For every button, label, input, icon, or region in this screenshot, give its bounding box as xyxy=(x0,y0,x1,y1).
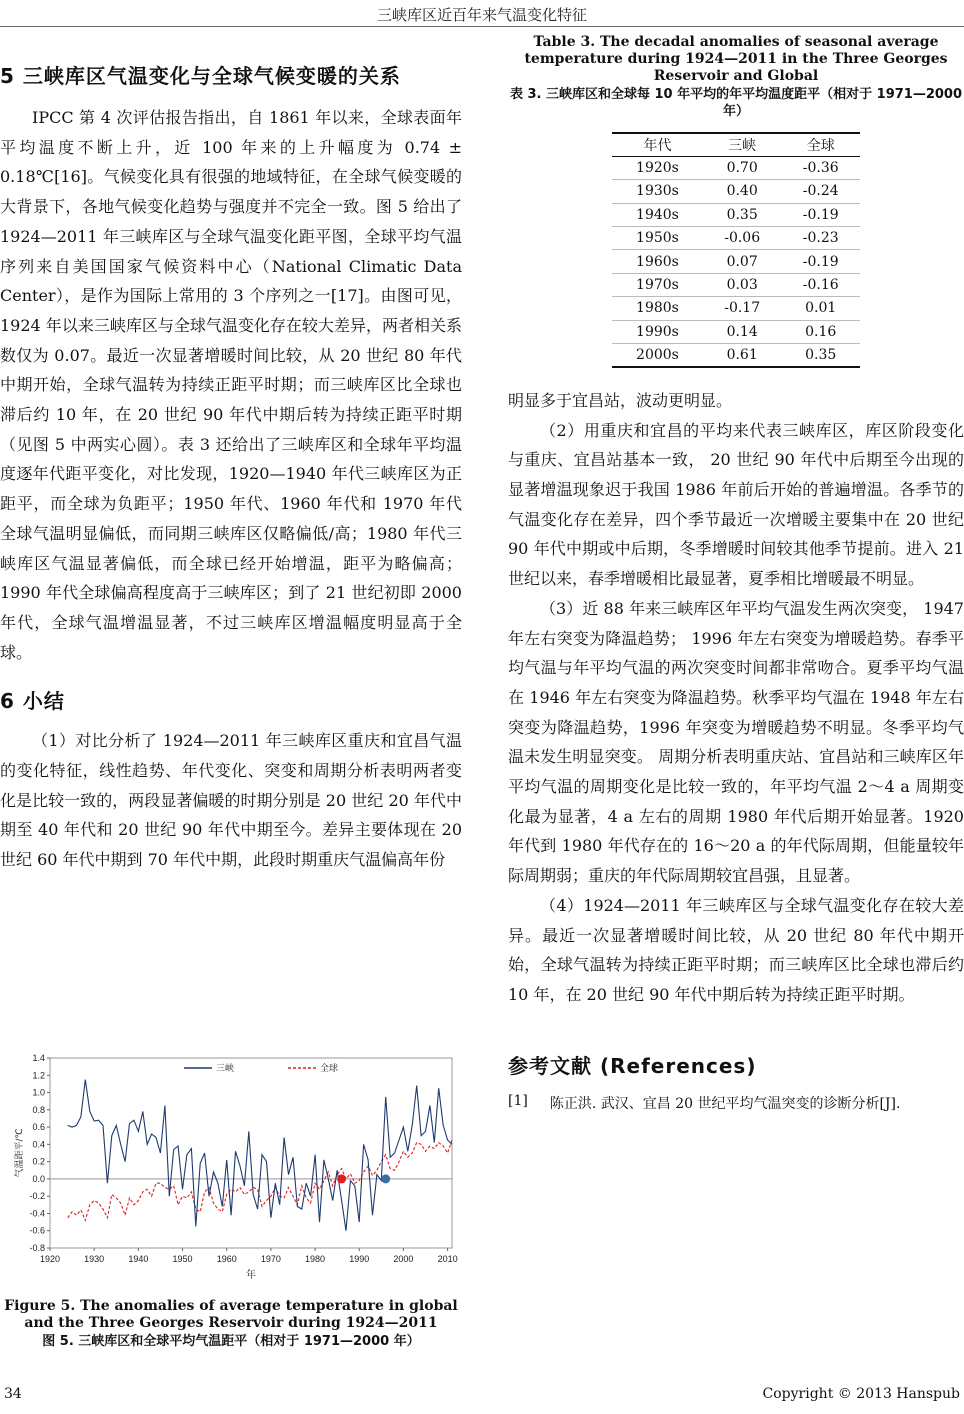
table-3-caption xyxy=(508,34,964,120)
table-cell: 1960s xyxy=(636,253,679,270)
anomaly-line-chart xyxy=(12,1052,460,1282)
y-tick-label: -0.4 xyxy=(29,1208,45,1219)
table-header-row xyxy=(612,133,860,156)
reference-text: 陈正洪. 武汉、宜昌 20 世纪平均气温突变的诊断分析[J]. xyxy=(549,1095,901,1112)
x-tick-label: 1980 xyxy=(305,1254,326,1264)
y-tick-label: 0.8 xyxy=(32,1104,45,1115)
y-tick-label: 0.2 xyxy=(32,1156,45,1167)
legend-label: 全球 xyxy=(320,1064,339,1074)
y-tick-label: -0.8 xyxy=(29,1243,45,1253)
table-cell: 1940s xyxy=(636,206,679,223)
x-tick-label: 1960 xyxy=(216,1254,237,1264)
table-cell: -0.36 xyxy=(802,160,839,177)
table-header-cell: 全球 xyxy=(806,137,835,154)
y-tick-label: -0.6 xyxy=(29,1225,45,1236)
x-tick-label: 1920 xyxy=(39,1254,61,1264)
table-cell: 0.03 xyxy=(726,277,758,294)
section-5-heading: 5 三峡库区气温变化与全球气候变暖的关系 xyxy=(0,64,401,88)
table-header-cell: 年代 xyxy=(643,137,672,154)
reference-number: [1] xyxy=(508,1092,528,1109)
y-tick-label: 0.4 xyxy=(32,1139,45,1150)
table-cell: -0.24 xyxy=(802,183,839,200)
table-cell: 2000s xyxy=(636,346,679,363)
table-cell: 0.40 xyxy=(726,183,758,200)
left-column xyxy=(0,34,462,875)
table-cell: 1920s xyxy=(636,160,679,177)
table-cell: 0.61 xyxy=(726,346,758,363)
copyright: Copyright © 2013 Hanspub xyxy=(762,1386,960,1402)
table-cell: 0.16 xyxy=(805,323,837,340)
table-cell: 0.35 xyxy=(726,206,758,223)
legend-label: 三峡 xyxy=(216,1064,235,1074)
table-cell: 1930s xyxy=(636,183,679,200)
table-cell: 1990s xyxy=(636,323,679,340)
page-number: 34 xyxy=(4,1386,22,1402)
table-row xyxy=(612,320,860,343)
section-6-paragraph-1-cont: 明显多于宜昌站，波动更明显。 xyxy=(508,390,733,410)
section-6-paragraph-1: （1）对比分析了 1924—2011 年三峡库区重庆和宜昌气温的变化特征，线性趋势、年代变化、突变和周期分析表明两者变化是比较一致的，两段显著偏暖的时期分别是 20 世纪 20 年代中期至 40 年代和 20 世纪 90 年代中期至今。差异主要体现在 20 世纪 60 年代中期到 70 年代中期，此段时期重庆气温偏高年份 xyxy=(0,731,462,870)
table-row xyxy=(612,203,860,226)
x-tick-label: 2010 xyxy=(437,1254,458,1264)
table-row xyxy=(612,180,860,203)
table-row xyxy=(612,344,860,367)
figure-caption-en: Figure 5. The anomalies of average temperature in global and the Three Georges Reservoir during 1924—2011 xyxy=(4,1298,458,1331)
table-cell: 0.07 xyxy=(726,253,758,270)
y-tick-label: 0.6 xyxy=(32,1122,45,1133)
x-tick-label: 1950 xyxy=(172,1254,193,1264)
table-row xyxy=(612,273,860,296)
table-cell: 1970s xyxy=(636,277,679,294)
x-tick-label: 1970 xyxy=(260,1254,281,1264)
table-cell: -0.16 xyxy=(802,277,839,294)
header-rule xyxy=(0,26,964,27)
x-tick-label: 1930 xyxy=(84,1254,105,1264)
table-3 xyxy=(612,132,860,368)
x-axis-label: 年 xyxy=(246,1270,256,1281)
figure-5-caption xyxy=(0,1298,462,1350)
y-tick-label: 1.4 xyxy=(32,1053,45,1063)
running-head: 三峡库区近百年来气温变化特征 xyxy=(376,6,587,24)
figure-caption-cn: 图 5. 三峡库区和全球平均气温距平（相对于 1971—2000 年） xyxy=(42,1334,420,1349)
section-6-heading: 6 小结 xyxy=(0,689,65,714)
table-cell: 1950s xyxy=(636,230,679,247)
section-6-paragraph-3: （3）近 88 年来三峡库区年平均气温发生两次突变， 1947 年左右突变为降温趋势； 1996 年左右突变为增暖趋势。春季平均气温与年平均气温的两次突变时间都非常吻合。夏季平均气温在 1946 年左右突变为降温趋势。秋季平均气温在 1948 年左右突变为降温趋势，1996 年突变为增暖趋势不明显。冬季平均气温未发生明显突变。 周期分析表明重庆站、宜昌站和三峡库区年平均气温的周期变化是比较一致的，年平均气温 2～4 a 周期变化最为显著，4 a 左右的周期 1980 年代后期开始显著。1920 年代到 1980 年代存在的 16～20 a 的年代际周期，但能量较年际周期弱；重庆的年代际周期较宜昌强，且显著。 xyxy=(508,598,964,886)
table-caption-en: Table 3. The decadal anomalies of seasonal average temperature during 1924—2011 in the Three Georges Reservoir and Global xyxy=(524,34,948,84)
y-tick-label: 1.0 xyxy=(32,1087,45,1098)
x-tick-label: 1990 xyxy=(349,1254,370,1264)
references-heading: 参考文献 (References) xyxy=(508,1053,757,1078)
table-cell: 0.35 xyxy=(805,346,837,363)
table-cell: -0.06 xyxy=(724,230,761,247)
table-caption-cn: 表 3. 三峡库区和全球每 10 年平均的年平均温度距平（相对于 1971—2000 年） xyxy=(509,87,963,119)
table-cell: -0.17 xyxy=(724,300,761,317)
right-column xyxy=(508,34,964,1113)
table-row xyxy=(612,156,860,179)
series-line-sanxia xyxy=(68,1080,452,1231)
table-header-cell: 三峡 xyxy=(728,137,757,154)
abrupt-change-marker xyxy=(381,1174,390,1183)
table-cell: -0.23 xyxy=(802,230,839,247)
table-row xyxy=(612,227,860,250)
x-tick-label: 1940 xyxy=(128,1254,149,1264)
table-row xyxy=(612,297,860,320)
table-cell: 0.14 xyxy=(726,323,758,340)
y-tick-label: 1.2 xyxy=(32,1070,45,1081)
reference-item xyxy=(508,1093,964,1113)
y-tick-label: 0.0 xyxy=(32,1173,45,1184)
y-tick-label: -0.2 xyxy=(29,1191,45,1202)
table-cell: 0.01 xyxy=(805,300,837,317)
y-axis-label: 气温距平/℃ xyxy=(15,1128,25,1178)
table-cell: -0.19 xyxy=(802,206,839,223)
table-cell: 1980s xyxy=(636,300,679,317)
x-tick-label: 2000 xyxy=(393,1254,414,1264)
section-5-paragraph: IPCC 第 4 次评估报告指出，自 1861 年以来，全球表面年平均温度不断上升，近 100 年来的上升幅度为 0.74 ± 0.18℃[16]。气候变化具有很强的地域特征，在全球气候变暖的大背景下，各地气候变化趋势与强度并不完全一致。图 5 给出了 1924—2011 年三峡库区与全球气温变化距平图，全球平均气温序列来自美国国家气候资料中心（National Climatic Data Center），是作为国际上常用的 3 个序列之一[17]。由图可见，1924 年以来三峡库区与全球气温变化存在较大差异，两者相关系数仅为 0.07。最近一次显著增暖时间比较，从 20 世纪 80 年代中期开始，全球气温转为持续正距平时期；而三峡库区比全球也滞后约 10 年，在 20 世纪 90 年代中期后转为持续正距平时期（见图 5 中两实心圆）。表 3 还给出了三峡库区和全球年平均温度逐年代距平变化，对比发现，1920—1940 年代三峡库区为正距平，而全球为负距平；1950 年代、1960 年代和 1970 年代全球气温明显偏低，而同期三峡库区仅略偏低/高；1980 年代三峡库区气温显著偏低，而全球已经开始增温，距平为略偏高；1990 年代全球偏高程度高于三峡库区；到了 21 世纪初即 2000 年代，全球气温增温显著，不过三峡库区增温幅度明显高于全球。 xyxy=(0,108,462,662)
section-6-paragraph-4: （4）1924—2011 年三峡库区与全球气温变化存在较大差异。最近一次显著增暖时间比较，从 20 世纪 80 年代中期开始，全球气温转为持续正距平时期；而三峡库区比全球也滞后约 10 年，在 20 世纪 90 年代中期后转为持续正距平时期。 xyxy=(508,895,964,1004)
section-6-paragraph-2: （2）用重庆和宜昌的平均来代表三峡库区，库区阶段变化与重庆、宜昌站基本一致， 20 世纪 90 年代中后期至今出现的显著增温现象迟于我国 1986 年前后开始的普遍增温。各季节的气温变化存在差异，四个季节最近一次增暖主要集中在 20 世纪 90 年代中期或中后期，冬季增暖时间较其他季节提前。进入 21 世纪以来，春季增暖相比最显著，夏季相比增暖最不明显。 xyxy=(508,420,964,589)
table-cell: 0.70 xyxy=(726,160,758,177)
table-row xyxy=(612,250,860,273)
figure-5-chart xyxy=(12,1052,460,1282)
abrupt-change-marker xyxy=(337,1174,346,1183)
table-cell: -0.19 xyxy=(802,253,839,270)
